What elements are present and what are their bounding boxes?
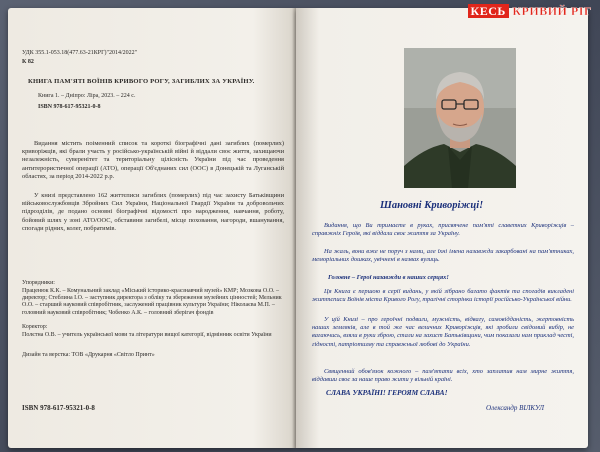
compilers-text: Праценюк К.К. – Комунальний заклад «Міський історико-краєзнавчий музей» КМР; Мозкова О.О. – директор; Стеблина І.О. – заступник директора з обліку та збереження музейних цінностей; Мельник О.О. – старший науковий співробітник, заслужений працівник культури України; Ніколаєва М.П. – головний науковий співробітник; Чобенко А.К. – головний зберігач фондів [22,288,282,316]
book-spread [8,8,588,448]
left-page [8,8,296,448]
watermark-part-2: КРИВИЙ РІГ [512,4,592,18]
slogan: СЛАВА УКРАЇНІ! ГЕРОЯМ СЛАВА! [326,388,448,397]
right-page [296,8,588,448]
editor-heading: Коректор: [22,324,48,330]
annotation-paragraph-2: У книзі представлено 162 життєписи загиблих (померлих) під час захисту Батьківщини військовослужбовців Збройних Сил України, Національної Гвардії України та добровольчих підрозділів, де подано основні біографічні відомості про народження, навчання, роботу, бойовий шлях у зоні АТО/ООС, обставини загибелі, місце поховання, нагороди, вшанування, спогади рідних, колег, побратимів. [22,192,284,232]
foreword-paragraph-1: Видання, що Ви тримаєте в руках, присвячене пам'яті славетних Криворіжців – справжніх Героїв, які віддали своє життя за Україну. [312,222,574,238]
annotation-paragraph-1: Видання містить поіменний список та короткі біографічні дані загиблих (померлих) криворіжців, які брали участь у російсько-українській війні й віддали своє життя, захищаючи незалежність, суверенітет та територіальну цілісність України під час проведення антитерористичної операції (АТО), операції Об'єднаних сил (ООС) в Донецькій та Луганській областях, за період 2014-2022 р.р. [22,140,284,180]
udk-code: УДК 355.1-053.18(477.63-21КРГ)"2014/2022" [22,50,138,56]
foreword-paragraph-6: Священний обов'язок кожного – пам'ятати всіх, хто заплатив нам мирне життя, віддавши своє за наше право жити у вільній країні. [312,368,574,384]
design-text: Дизайн та верстка: ТОВ «Друкарня «Світло Принт» [22,352,155,358]
portrait-illustration [404,48,516,188]
foreword-paragraph-4: Ця Книга є першою в серії видань, у якій зібрано багато фактів та спогадів викладені життєписи Воїнів міста Кривого Рогу, трагічні сторінки історії російсько-Української війни. [312,288,574,304]
watermark-part-1: КЕСЬ [468,4,509,18]
editor-text: Полєтна О.В. – учитель української мови та літератури вищої категорії, відмінник освіти України [22,332,272,338]
isbn-bottom: ISBN 978-617-95321-0-8 [22,404,95,412]
foreword-paragraph-3: Головне – Герої назавжди в наших серцях! [328,274,449,281]
book-title: КНИГА ПАМ'ЯТІ ВОЇНІВ КРИВОГО РОГУ, ЗАГИБЛИХ ЗА УКРАЇНУ. [28,78,255,85]
book-line: Книга 1. – Дніпро: Ліра, 2023. – 224 с. [38,93,136,99]
foreword-paragraph-5: У цій Книзі – про героїчні подвиги, мужність, відвагу, самовідданість, жертовність наших земляків, але в той же час величних Криворіжців, які зробили свідомий вибір, не вагаючись, взяли в руки зброю, стали на захист Батьківщини, чим показали нам приклад честі, гідності, патріотизму та справжньої любові до України. [312,316,574,348]
compilers-heading: Упорядники: [22,280,55,286]
greeting: Шановні Криворіжці! [380,200,484,211]
author-portrait [404,48,516,188]
kk-code: К 82 [22,59,34,65]
signature: Олександр ВІЛКУЛ [486,404,544,412]
isbn-top: ISBN 978-617-95321-0-8 [38,104,101,110]
foreword-paragraph-2: На жаль, вони вже не поруч з нами, але їхні імена назавжди закарбовані на пам'ятниках, меморіальних дошках, увічнені в назвах вулиць. [312,248,574,264]
site-watermark [468,4,592,19]
